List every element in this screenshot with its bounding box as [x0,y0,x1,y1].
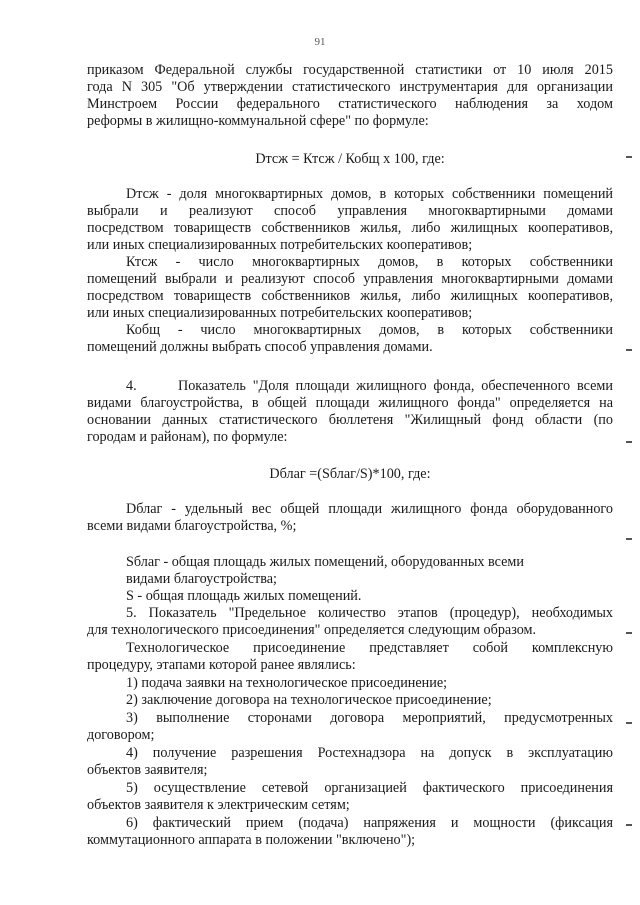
text-line: выбрали и реализуют способ управления многоквартирными домами [87,203,613,219]
text-line: объектов заявителя; [87,762,208,778]
text-line: для технологического присоединения" определяется следующим образом. [87,622,537,638]
text-line: договором; [87,727,155,743]
text-line: видами благоустройства; [126,571,277,587]
text-line: основании данных статистического бюллетеня "Жилищный фонд области (по [87,412,613,428]
text-line: или иных специализированных потребительских кооперативов; [87,237,473,253]
scan-mark [626,824,632,826]
list-item: 4) получение разрешения Ростехнадзора на допуск в эксплуатацию [126,745,613,761]
text-line: посредством товариществ собственников жилья, либо жилищных кооперативов, [87,220,613,236]
text-line: видами благоустройства, в общей площади жилищного фонда" определяется на [87,395,613,411]
scan-mark [626,538,632,540]
text-line: всеми видами благоустройства, %; [87,518,297,534]
text-line: реформы в жилищно-коммунальной сфере" по формуле: [87,113,429,129]
list-item: 1) подача заявки на технологическое присоединение; [126,675,448,691]
scan-mark [626,349,632,351]
text-line: Dтсж - доля многоквартирных домов, в которых собственники помещений [126,186,613,202]
text-line: помещений выбрали и реализуют способ управления многоквартирными домами [87,271,613,287]
text-line: городам и районам), по формуле: [87,429,288,445]
list-item: 6) фактический прием (подача) напряжения и мощности (фиксация [126,815,613,831]
text-line: Кобщ - число многоквартирных домов, в которых собственники [126,322,613,338]
scan-mark [626,156,632,158]
text-line: коммутационного аппарата в положении "включено"); [87,832,416,848]
page-number: 91 [314,36,326,48]
formula-dblag: Dблаг =(Sблаг/S)*100, где: [269,466,431,482]
text-line: года N 305 "Об утверждении статистического инструментария для организации [87,79,613,95]
text-line: Sблаг - общая площадь жилых помещений, оборудованных всеми [126,554,524,570]
text-line: 4. Показатель "Доля площади жилищного фонда, обеспеченного всеми [126,378,613,394]
list-item: 3) выполнение сторонами договора мероприятий, предусмотренных [126,710,613,726]
text-line: процедуру, этапами которой ранее являлись: [87,657,356,673]
text-line: посредством товариществ собственников жилья, либо жилищных кооперативов, [87,288,613,304]
formula-dtszh: Dтсж = Ктсж / Кобщ х 100, где: [255,151,445,167]
text-line: приказом Федеральной службы государственной статистики от 10 июля 2015 [87,62,613,78]
scan-mark [626,441,632,443]
list-item: 5) осуществление сетевой организацией фактического присоединения [126,780,613,796]
text-line: Минстроем России федерального статистического наблюдения за ходом [87,96,613,112]
text-line: помещений должны выбрать способ управления домами. [87,339,433,355]
scan-mark [626,632,632,634]
text-line: 5. Показатель "Предельное количество этапов (процедур), необходимых [126,605,613,621]
text-line: Ктсж - число многоквартирных домов, в которых собственники [126,254,613,270]
text-line: S - общая площадь жилых помещений. [126,588,362,604]
text-line: или иных специализированных потребительских кооперативов; [87,305,473,321]
text-line: объектов заявителя к электрическим сетям; [87,797,350,813]
text-line: Dблаг - удельный вес общей площади жилищного фонда оборудованного [126,501,613,517]
list-item: 2) заключение договора на технологическое присоединение; [126,692,492,708]
text-line: Технологическое присоединение представляет собой комплексную [126,640,613,656]
scan-mark [626,722,632,724]
